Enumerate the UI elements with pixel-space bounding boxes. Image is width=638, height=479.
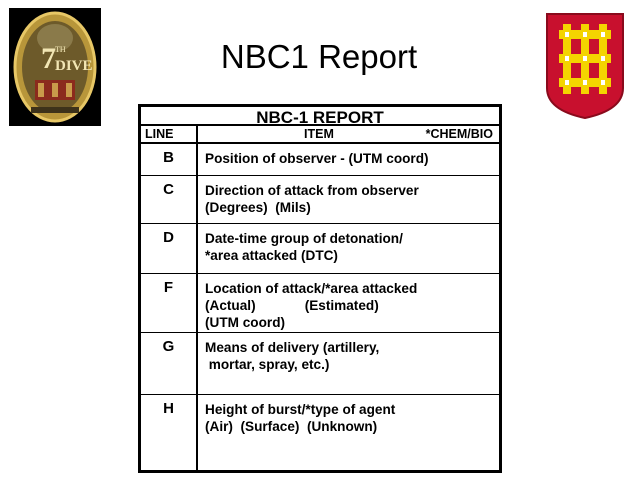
report-title: NBC-1 REPORT — [141, 107, 499, 126]
row-item-text: Location of attack/*area attacked (Actual) (Estimated) (UTM coord) — [205, 281, 418, 330]
row-line-letter: F — [163, 279, 174, 296]
row-line-letter: G — [162, 338, 175, 355]
table-row — [141, 274, 499, 333]
row-line-letter: D — [163, 229, 174, 246]
nbc1-report-table — [138, 104, 502, 473]
table-row — [141, 144, 499, 176]
table-row — [141, 176, 499, 224]
row-item-text: Height of burst/*type of agent (Air) (Surface) (Unknown) — [205, 402, 396, 434]
svg-text:DIVE: DIVE — [55, 58, 93, 74]
slide-title: NBC1 Report — [220, 38, 418, 75]
svg-text:7: 7 — [41, 42, 56, 75]
row-item-text: Date-time group of detonation/ *area attacked (DTC) — [205, 231, 403, 263]
header-chem-bio: *CHEM/BIO — [425, 127, 493, 141]
row-item-text: Means of delivery (artillery, mortar, spray, etc.) — [205, 340, 380, 372]
table-row — [141, 395, 499, 473]
table-row — [141, 224, 499, 274]
row-item-text: Direction of attack from observer (Degrees) (Mils) — [205, 183, 419, 215]
row-line-letter: B — [163, 149, 174, 166]
table-header-row — [141, 126, 499, 144]
table-row — [141, 333, 499, 395]
row-item-text: Position of observer - (UTM coord) — [205, 151, 429, 166]
crest-small-text: TH — [55, 45, 66, 54]
header-line: LINE — [145, 127, 174, 141]
row-line-letter: H — [163, 400, 174, 417]
header-item: ITEM — [304, 127, 334, 141]
row-line-letter: C — [163, 181, 174, 198]
